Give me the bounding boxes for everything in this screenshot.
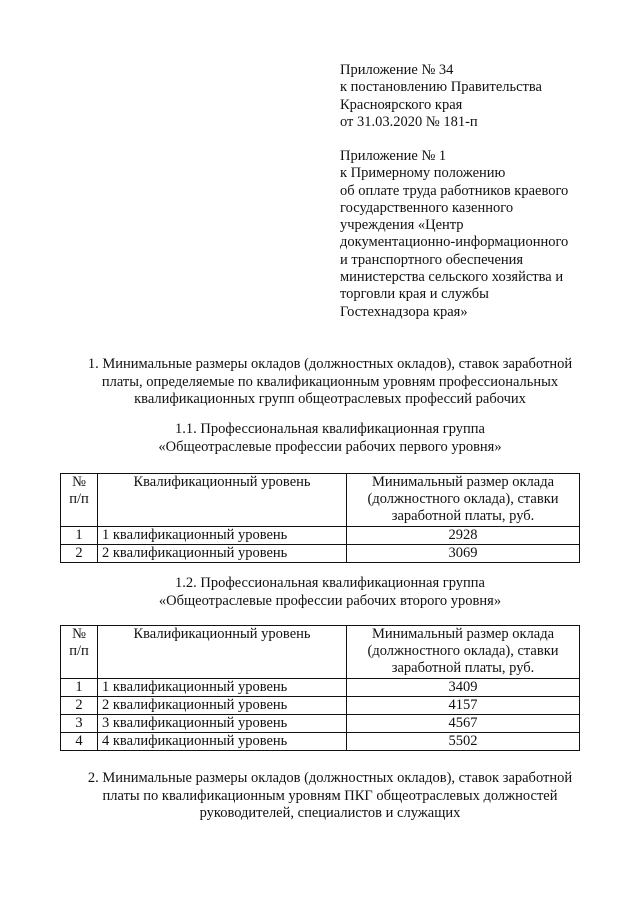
table-row — [61, 697, 580, 715]
salary-table-group-1-1 — [60, 473, 580, 563]
header-level: Квалификационный уровень — [98, 626, 347, 679]
header-level: Квалификационный уровень — [98, 474, 347, 527]
annex-line: об оплате труда работников краевого — [340, 182, 569, 199]
annex-line: и транспортного обеспечения — [340, 251, 524, 268]
row-salary: 5502 — [347, 733, 580, 751]
row-level: 1 квалификационный уровень — [98, 527, 347, 545]
annex-line: торговли края и службы — [340, 286, 489, 303]
table-row — [61, 545, 580, 563]
heading-line: «Общеотраслевые профессии рабочих второго уровня» — [158, 592, 502, 609]
heading-line: квалификационных групп общеотраслевых профессий рабочих — [134, 391, 526, 407]
group-1-2-heading — [40, 575, 620, 610]
table-row — [61, 679, 580, 697]
row-num: 2 — [61, 697, 98, 715]
row-num: 3 — [61, 715, 98, 733]
annex-line: Приложение № 34 — [340, 62, 454, 78]
row-num: 2 — [61, 545, 98, 563]
row-salary: 3069 — [347, 545, 580, 563]
section-1-heading — [40, 356, 620, 409]
row-level: 2 квалификационный уровень — [98, 697, 347, 715]
heading-line: платы, определяемые по квалификационным уровням профессиональных — [101, 373, 559, 390]
header-salary: Минимальный размер оклада (должностного оклада), ставки заработной платы, руб. — [347, 626, 580, 679]
heading-line: 1.2. Профессиональная квалификационная группа — [175, 575, 485, 591]
heading-line: 2. Минимальные размеры окладов (должностных окладов), ставок заработной — [87, 770, 573, 786]
heading-line: 1. Минимальные размеры окладов (должностных окладов), ставок заработной — [87, 356, 573, 372]
salary-table-group-1-2 — [60, 625, 580, 751]
heading-line: 1.1. Профессиональная квалификационная группа — [175, 421, 485, 437]
annex-line: от 31.03.2020 № 181-п — [340, 113, 478, 130]
annex-line: к Примерному положению — [340, 165, 506, 182]
table-header-row — [61, 474, 580, 527]
row-salary: 4157 — [347, 697, 580, 715]
row-salary: 3409 — [347, 679, 580, 697]
table-row — [61, 527, 580, 545]
row-level: 1 квалификационный уровень — [98, 679, 347, 697]
table-row — [61, 715, 580, 733]
annex-line: Приложение № 1 — [340, 148, 447, 164]
annex-line: Красноярского края — [340, 96, 463, 113]
row-level: 2 квалификационный уровень — [98, 545, 347, 563]
annex-34-reference — [340, 62, 542, 131]
annex-line: Гостехнадзора края» — [340, 303, 468, 320]
annex-line: документационно-информационного — [340, 234, 569, 251]
section-2-heading — [40, 770, 620, 823]
annex-line: к постановлению Правительства — [340, 79, 542, 96]
heading-line: платы по квалификационным уровням ПКГ общеотраслевых должностей — [102, 787, 558, 804]
annex-1-reference — [340, 148, 568, 321]
row-level: 4 квалификационный уровень — [98, 733, 347, 751]
row-level: 3 квалификационный уровень — [98, 715, 347, 733]
group-1-1-heading — [40, 421, 620, 456]
heading-line: руководителей, специалистов и служащих — [199, 805, 461, 821]
annex-line: государственного казенного — [340, 199, 514, 216]
row-salary: 4567 — [347, 715, 580, 733]
table-header-row — [61, 626, 580, 679]
row-num: 1 — [61, 679, 98, 697]
row-num: 4 — [61, 733, 98, 751]
annex-line: министерства сельского хозяйства и — [340, 269, 564, 286]
table-row — [61, 733, 580, 751]
row-num: 1 — [61, 527, 98, 545]
header-salary: Минимальный размер оклада (должностного оклада), ставки заработной платы, руб. — [347, 474, 580, 527]
heading-line: «Общеотраслевые профессии рабочих первого уровня» — [158, 438, 502, 455]
header-num: № п/п — [61, 626, 98, 679]
header-num: № п/п — [61, 474, 98, 527]
annex-line: учреждения «Центр — [340, 217, 464, 234]
row-salary: 2928 — [347, 527, 580, 545]
